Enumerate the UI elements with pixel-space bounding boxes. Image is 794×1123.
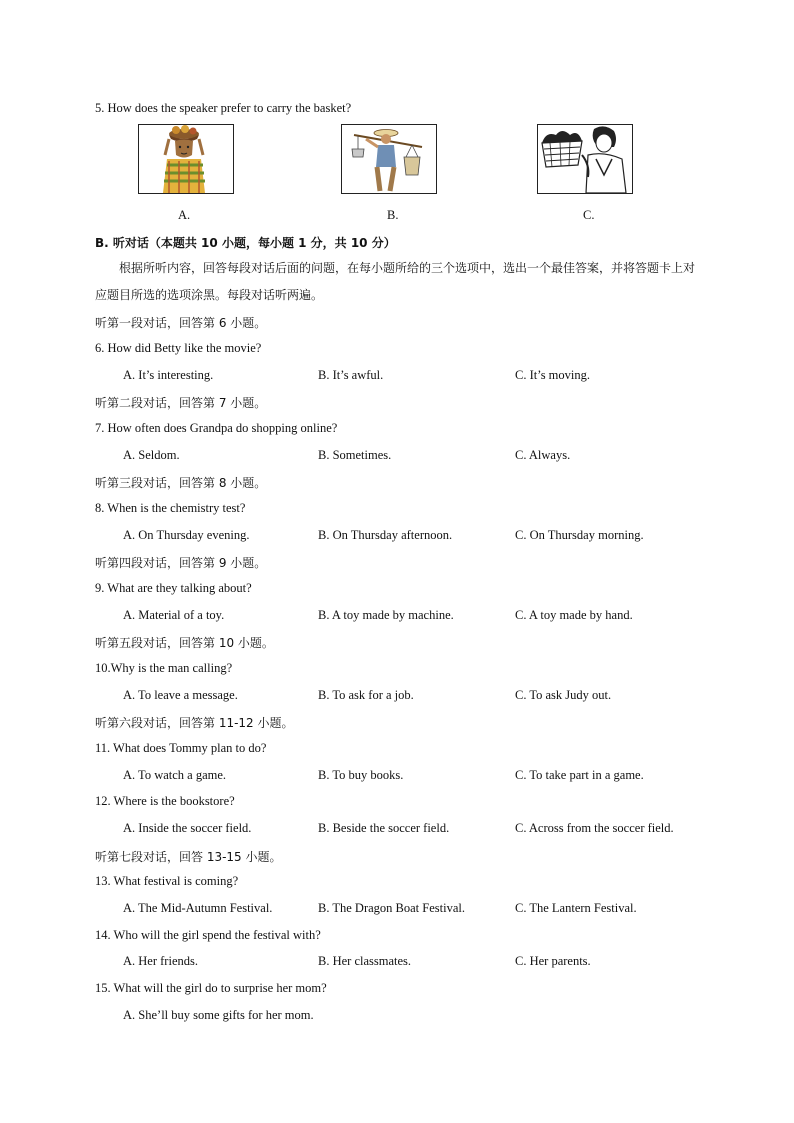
question-text: 11. What does Tommy plan to do?	[95, 741, 267, 755]
option-a: A. Material of a toy.	[123, 608, 225, 622]
option-a-label: A.	[178, 208, 191, 222]
option-b: B. Sometimes.	[318, 448, 392, 462]
option-b: B. Her classmates.	[318, 954, 412, 968]
options-row	[0, 448, 794, 464]
option-c: C. To ask Judy out.	[515, 688, 612, 702]
options-row	[0, 768, 794, 784]
options-row	[0, 528, 794, 544]
option-a: A. To leave a message.	[123, 688, 238, 702]
option-c: C. It’s moving.	[515, 368, 591, 382]
question-text: 12. Where is the bookstore?	[95, 794, 235, 808]
option-a: A. The Mid-Autumn Festival.	[123, 901, 273, 915]
option-c: C. The Lantern Festival.	[515, 901, 637, 915]
question-5: 5. How does the speaker prefer to carry the basket?	[95, 101, 352, 115]
dialogue-header: 听第七段对话，回答 13-15 小题。	[95, 850, 282, 864]
person-carrying-pole-icon	[342, 125, 436, 193]
option-b-label: B.	[387, 208, 399, 222]
question-text: 10.Why is the man calling?	[95, 661, 233, 675]
option-a: A. Inside the soccer field.	[123, 821, 252, 835]
question-text: 13. What festival is coming?	[95, 874, 239, 888]
options-row	[0, 608, 794, 624]
section-b-title: B. 听对话（本题共 10 小题，每小题 1 分，共 10 分）	[95, 236, 396, 250]
question-text: 6. How did Betty like the movie?	[95, 341, 262, 355]
options-row	[0, 368, 794, 384]
option-c: C. Across from the soccer field.	[515, 821, 674, 835]
section-b-instructions: 根据所听内容，回答每段对话后面的问题，在每小题所给的三个选项中，选出一个最佳答案，并将答题卡上对应题目所选的选项涂黑。每段对话听两遍。	[95, 261, 696, 302]
option-b: B. A toy made by machine.	[318, 608, 454, 622]
question-text: 15. What will the girl do to surprise her mom?	[95, 981, 327, 995]
person-basket-in-arms-icon	[538, 125, 632, 193]
question-text: 7. How often does Grandpa do shopping online?	[95, 421, 338, 435]
option-a-image	[138, 124, 234, 194]
option-c: C. Always.	[515, 448, 571, 462]
option-c-label: C.	[583, 208, 595, 222]
dialogue-header: 听第一段对话，回答第 6 小题。	[95, 316, 267, 330]
option-c: C. On Thursday morning.	[515, 528, 644, 542]
options-row	[0, 1008, 794, 1024]
question-text: 14. Who will the girl spend the festival with?	[95, 928, 321, 942]
option-a: A. On Thursday evening.	[123, 528, 250, 542]
option-c: C. To take part in a game.	[515, 768, 644, 782]
dialogue-header: 听第六段对话，回答第 11-12 小题。	[95, 716, 294, 730]
option-b: B. Beside the soccer field.	[318, 821, 450, 835]
options-row	[0, 954, 794, 970]
option-a: A. To watch a game.	[123, 768, 227, 782]
option-b: B. The Dragon Boat Festival.	[318, 901, 465, 915]
option-a: A. She’ll buy some gifts for her mom.	[123, 1008, 314, 1022]
options-row	[0, 821, 794, 837]
option-a: A. Seldom.	[123, 448, 180, 462]
option-a: A. Her friends.	[123, 954, 198, 968]
option-a: A. It’s interesting.	[123, 368, 214, 382]
dialogue-header: 听第四段对话，回答第 9 小题。	[95, 556, 267, 570]
question-text: 8. When is the chemistry test?	[95, 501, 246, 515]
options-row	[0, 688, 794, 704]
dialogue-header: 听第三段对话，回答第 8 小题。	[95, 476, 267, 490]
option-b: B. To buy books.	[318, 768, 404, 782]
dialogue-header: 听第五段对话，回答第 10 小题。	[95, 636, 274, 650]
option-b-image	[341, 124, 437, 194]
question-text: 9. What are they talking about?	[95, 581, 252, 595]
dialogue-header: 听第二段对话，回答第 7 小题。	[95, 396, 267, 410]
option-b: B. It’s awful.	[318, 368, 384, 382]
person-basket-on-head-icon	[139, 125, 233, 193]
option-b: B. On Thursday afternoon.	[318, 528, 453, 542]
option-c: C. Her parents.	[515, 954, 591, 968]
option-c: C. A toy made by hand.	[515, 608, 633, 622]
option-b: B. To ask for a job.	[318, 688, 414, 702]
options-row	[0, 901, 794, 917]
option-c-image	[537, 124, 633, 194]
